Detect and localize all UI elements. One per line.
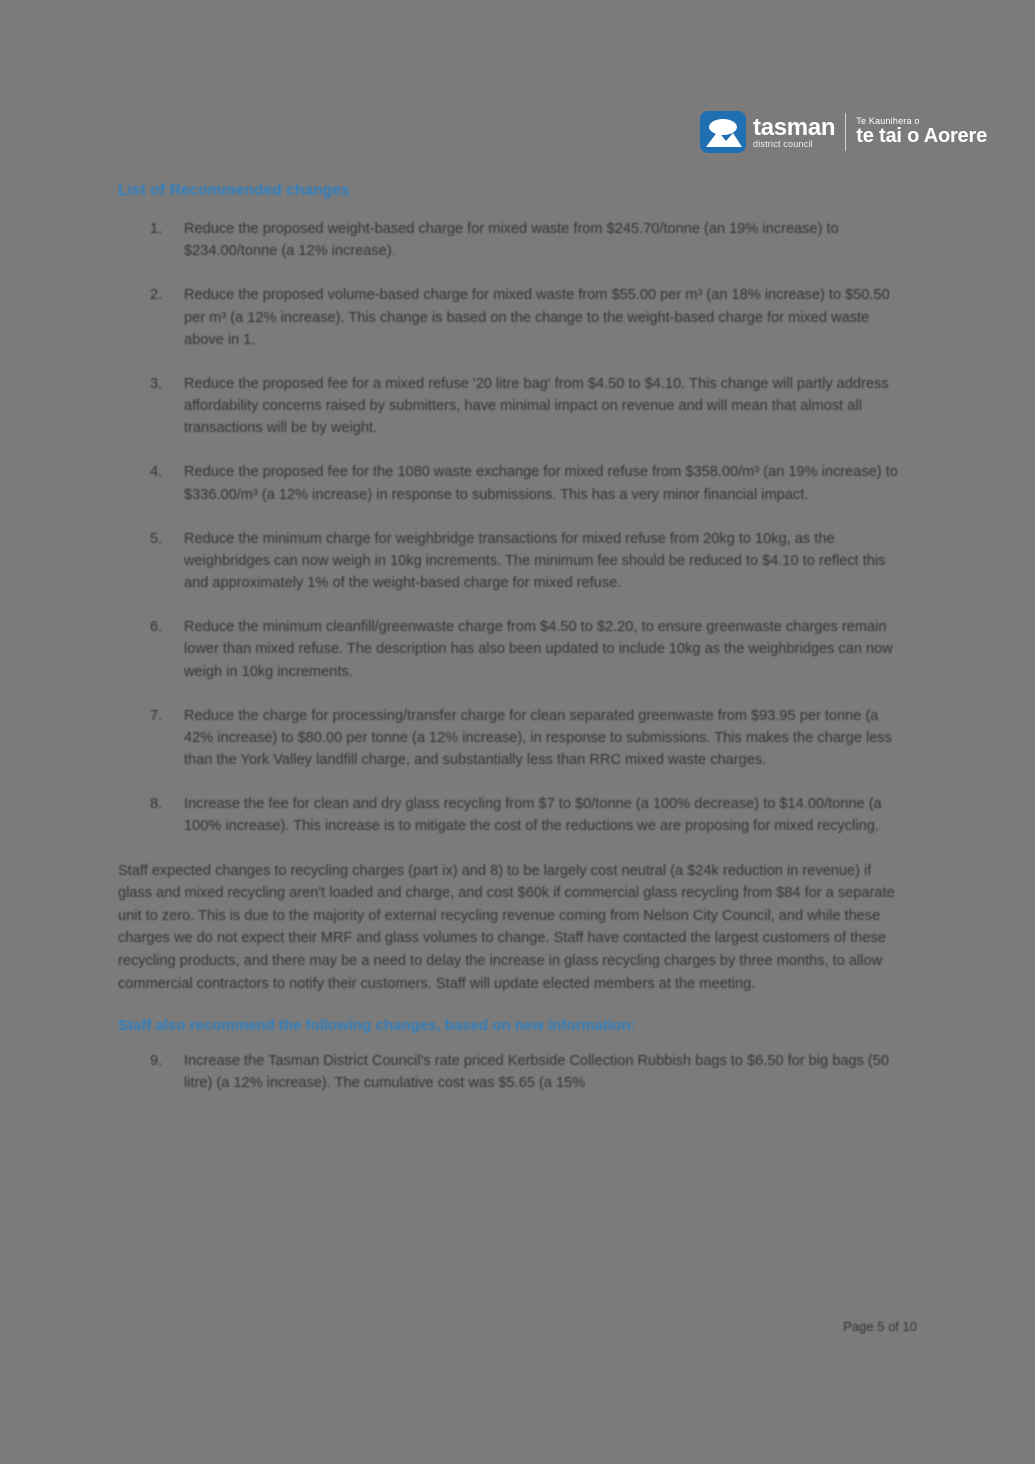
recommendations-list-continued — [118, 1050, 908, 1094]
list-item-number: 2. — [150, 287, 163, 304]
section-heading-new-information: Staff also recommend the following changes, based on new information: — [118, 1017, 636, 1035]
list-item — [118, 793, 908, 837]
list-item-text: Increase the Tasman District Council's rate priced Kerbside Collection Rubbish bags to $6.50 for big bags (50 litre) (a 12% increase). The cumulative cost was $5.65 (a 15% — [184, 1053, 890, 1092]
page-title: List of Recommended changes — [118, 182, 350, 199]
list-item-text: Increase the fee for clean and dry glass recycling from $7 to $0/tonne (a 100% decrease) to $14.00/tonne (a 100% increase). This increase is to mitigate the cost of the reductions we are proposing for mixed recycling. — [184, 796, 882, 835]
logo-name-line1: tasman — [753, 113, 836, 141]
page-footer: Page 5 of 10 — [843, 1319, 917, 1334]
list-item — [118, 1050, 908, 1094]
logo-maori-line2: te tai o Aorere — [856, 125, 987, 148]
logo-wordmark — [753, 113, 836, 149]
list-item-number: 3. — [150, 375, 163, 392]
body-paragraph: Staff expected changes to recycling charges (part ix) and 8) to be largely cost neutral (a $24k reduction in revenue) if glass and mixed recycling aren't loaded and charge, and cost $60k if commercial glass recycling from $84 for a separate unit to zero. This is due to the majority of external recycling revenue coming from Nelson City Council, and while these charges we do not expect their MRF and glass volumes to change. Staff have contacted the largest customers of these recycling products, and there may be a need to delay the increase in glass recycling charges by three months, to allow commercial contractors to notify their customers. Staff will update elected members at the meeting. — [118, 862, 895, 992]
list-item — [118, 528, 908, 595]
tasman-district-council-logo — [697, 108, 987, 156]
list-item — [118, 373, 908, 440]
list-item-number: 8. — [150, 796, 163, 813]
list-item-text: Reduce the minimum cleanfill/greenwaste charge from $4.50 to $2.20, to ensure greenwaste charges remain lower than mixed refuse. The description has also been updated to include 10kg as the weighbridges can now weigh in 10kg increments. — [184, 619, 893, 680]
logo-maori-line1: Te Kaunihera o — [856, 115, 920, 126]
recommendations-list — [118, 218, 908, 838]
list-item-number: 7. — [150, 707, 163, 724]
list-item — [118, 218, 908, 262]
list-item-number: 5. — [150, 530, 163, 547]
list-item — [118, 284, 908, 351]
list-item-text: Reduce the proposed volume-based charge for mixed waste from $55.00 per m³ (an 18% increase) to $50.50 per m³ (a 12% increase). This change is based on the change to the weight-based charge for mixed waste above in 1. — [184, 287, 890, 348]
list-item-text: Reduce the proposed weight-based charge for mixed waste from $245.70/tonne (an 19% increase) to $234.00/tonne (a 12% increase). — [184, 221, 839, 260]
list-item-number: 1. — [150, 221, 163, 237]
list-item-text: Reduce the charge for processing/transfer charge for clean separated greenwaste from $93.95 per tonne (a 42% increase) to $80.00 per tonne (a 12% increase), in response to submissions. This makes the charge less than the York Valley landfill charge, and substantially less than RRC mixed waste charges. — [184, 707, 892, 769]
logo-divider — [845, 113, 846, 151]
list-item-text: Reduce the proposed fee for the 1080 waste exchange for mixed refuse from $358.00/m³ (an 19% increase) to $336.00/m³ (a 12% increase) in response to submissions. This has a very minor financial impact. — [184, 464, 898, 503]
list-item — [118, 705, 908, 772]
list-item — [118, 616, 908, 683]
logo-name-line2: district council — [753, 138, 813, 149]
logo-maori-name — [856, 117, 987, 147]
mountain-cloud-icon — [700, 111, 746, 153]
list-item-text: Reduce the proposed fee for a mixed refuse '20 litre bag' from $4.50 to $4.10. This change will partly address affordability concerns raised by submitters, have minimal impact on revenue and will mean that almost all transactions will be by weight. — [184, 375, 889, 437]
list-item-number: 6. — [150, 619, 163, 636]
list-item-number: 9. — [150, 1053, 163, 1070]
list-item-text: Reduce the minimum charge for weighbridge transactions for mixed refuse from 20kg to 10kg, as the weighbridges can now weigh in 10kg increments. The minimum fee should be reduced to $4.10 to reflect this and approximately 1% of the weight-based charge for mixed refuse. — [184, 530, 886, 592]
list-item-number: 4. — [150, 464, 163, 481]
list-item — [118, 461, 908, 505]
document-content — [118, 182, 908, 1117]
